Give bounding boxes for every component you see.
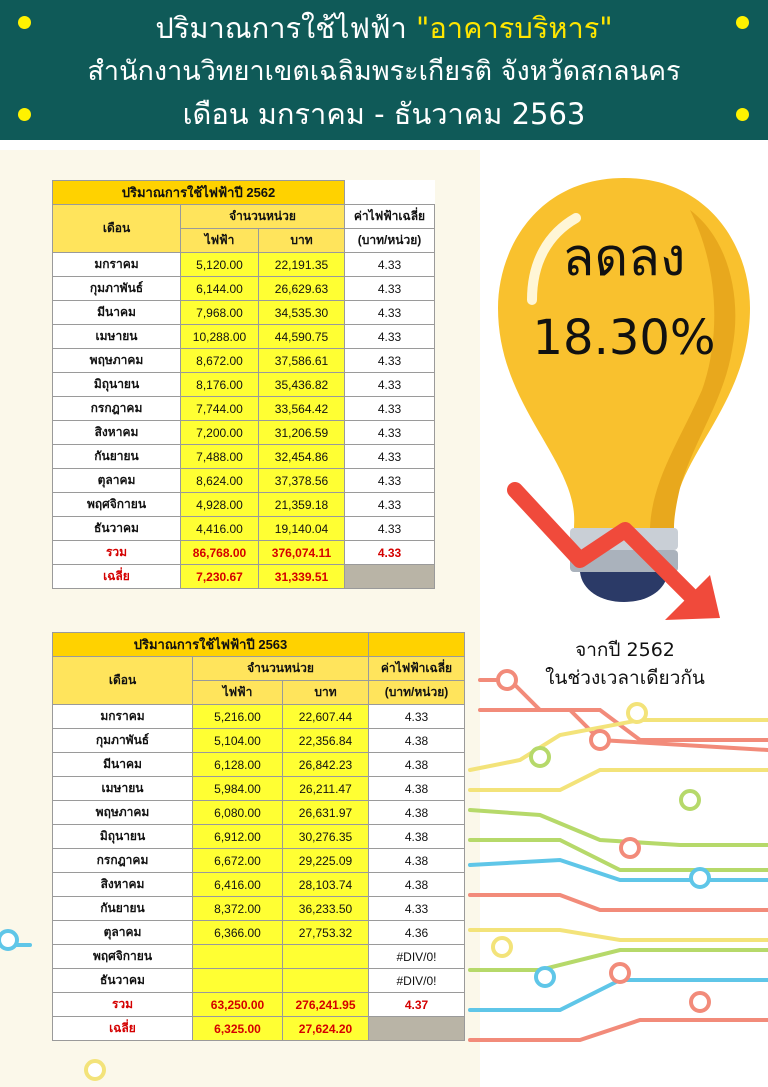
comparison-note-line-2: ในช่วงเวลาเดียวกัน bbox=[545, 667, 705, 689]
cell-kwh: 7,968.00 bbox=[181, 301, 259, 325]
cell-month: เมษายน bbox=[53, 777, 193, 801]
usage-table-2563 bbox=[52, 632, 465, 1041]
column-header-baht: บาท bbox=[259, 229, 345, 253]
cell-rate: 4.33 bbox=[345, 421, 435, 445]
usage-table-2562 bbox=[52, 180, 435, 589]
table-row bbox=[53, 253, 435, 277]
cell-baht: 31,206.59 bbox=[259, 421, 345, 445]
column-header-avg-rate: ค่าไฟฟ้าเฉลี่ย bbox=[369, 657, 465, 681]
cell-rate: 4.33 bbox=[345, 445, 435, 469]
table-row bbox=[53, 921, 465, 945]
cell-month: มิถุนายน bbox=[53, 825, 193, 849]
title-line-1 bbox=[0, 8, 768, 48]
average-label: เฉลี่ย bbox=[53, 565, 181, 589]
table-row bbox=[53, 301, 435, 325]
column-header-units: จำนวนหน่วย bbox=[193, 657, 369, 681]
title-highlight: "อาคารบริหาร" bbox=[416, 11, 613, 45]
cell-month: ตุลาคม bbox=[53, 921, 193, 945]
cell-month: กรกฎาคม bbox=[53, 849, 193, 873]
average-row bbox=[53, 1017, 465, 1041]
cell-kwh: 5,984.00 bbox=[193, 777, 283, 801]
cell-baht: 33,564.42 bbox=[259, 397, 345, 421]
cell-month: มกราคม bbox=[53, 253, 181, 277]
cell-kwh: 5,120.00 bbox=[181, 253, 259, 277]
cell-rate: 4.38 bbox=[369, 777, 465, 801]
cell-month: พฤศจิกายน bbox=[53, 493, 181, 517]
table-2563-sheet bbox=[52, 632, 465, 1041]
cell-month: กันยายน bbox=[53, 897, 193, 921]
cell-kwh: 6,128.00 bbox=[193, 753, 283, 777]
cell-baht: 26,629.63 bbox=[259, 277, 345, 301]
column-header-month: เดือน bbox=[53, 657, 193, 705]
table-row bbox=[53, 517, 435, 541]
table-row bbox=[53, 705, 465, 729]
cell-kwh: 8,372.00 bbox=[193, 897, 283, 921]
cell-month: มีนาคม bbox=[53, 301, 181, 325]
cell-rate: #DIV/0! bbox=[369, 969, 465, 993]
cell-rate: 4.33 bbox=[345, 301, 435, 325]
cell-rate: 4.33 bbox=[345, 277, 435, 301]
cell-rate: 4.33 bbox=[345, 469, 435, 493]
title-line-3: เดือน มกราคม - ธันวาคม 2563 bbox=[182, 97, 586, 131]
average-row bbox=[53, 565, 435, 589]
cell-rate: 4.36 bbox=[369, 921, 465, 945]
cell-month: กันยายน bbox=[53, 445, 181, 469]
average-kwh: 7,230.67 bbox=[181, 565, 259, 589]
cell-rate: 4.38 bbox=[369, 849, 465, 873]
average-baht: 27,624.20 bbox=[283, 1017, 369, 1041]
cell-kwh: 10,288.00 bbox=[181, 325, 259, 349]
cell-baht: 29,225.09 bbox=[283, 849, 369, 873]
table-row bbox=[53, 801, 465, 825]
table-row bbox=[53, 445, 435, 469]
average-rate-empty bbox=[345, 565, 435, 589]
column-header-kwh: ไฟฟ้า bbox=[181, 229, 259, 253]
cell-kwh: 4,928.00 bbox=[181, 493, 259, 517]
total-row bbox=[53, 993, 465, 1017]
table-row bbox=[53, 969, 465, 993]
table-row bbox=[53, 373, 435, 397]
table-row bbox=[53, 753, 465, 777]
column-header-avg-rate: ค่าไฟฟ้าเฉลี่ย bbox=[345, 205, 435, 229]
average-rate-empty bbox=[369, 1017, 465, 1041]
cell-month: กุมภาพันธ์ bbox=[53, 729, 193, 753]
column-header-rate-unit: (บาท/หน่วย) bbox=[345, 229, 435, 253]
cell-kwh: 7,744.00 bbox=[181, 397, 259, 421]
total-baht: 376,074.11 bbox=[259, 541, 345, 565]
table-row bbox=[53, 469, 435, 493]
table-row bbox=[53, 397, 435, 421]
table-title: ปริมาณการใช้ไฟฟ้าปี 2562 bbox=[53, 181, 345, 205]
cell-kwh: 8,176.00 bbox=[181, 373, 259, 397]
cell-baht: 37,378.56 bbox=[259, 469, 345, 493]
cell-rate: 4.33 bbox=[345, 397, 435, 421]
table-row bbox=[53, 493, 435, 517]
table-row bbox=[53, 777, 465, 801]
table-row bbox=[53, 825, 465, 849]
total-baht: 276,241.95 bbox=[283, 993, 369, 1017]
table-row bbox=[53, 729, 465, 753]
decrease-percent: 18.30% bbox=[532, 310, 716, 366]
cell-month: กรกฎาคม bbox=[53, 397, 181, 421]
total-rate: 4.37 bbox=[369, 993, 465, 1017]
table-title: ปริมาณการใช้ไฟฟ้าปี 2563 bbox=[53, 633, 369, 657]
cell-month: ตุลาคม bbox=[53, 469, 181, 493]
cell-month: กุมภาพันธ์ bbox=[53, 277, 181, 301]
cell-rate: 4.33 bbox=[345, 493, 435, 517]
cell-rate: 4.33 bbox=[345, 325, 435, 349]
cell-month: เมษายน bbox=[53, 325, 181, 349]
total-kwh: 63,250.00 bbox=[193, 993, 283, 1017]
cell-month: สิงหาคม bbox=[53, 873, 193, 897]
cell-rate: #DIV/0! bbox=[369, 945, 465, 969]
cell-rate: 4.33 bbox=[369, 705, 465, 729]
comparison-note-line-1: จากปี 2562 bbox=[575, 639, 675, 661]
cell-baht: 27,753.32 bbox=[283, 921, 369, 945]
title-line-2: สำนักงานวิทยาเขตเฉลิมพระเกียรติ จังหวัดสกลนคร bbox=[87, 56, 681, 87]
column-header-rate-unit: (บาท/หน่วย) bbox=[369, 681, 465, 705]
cell-kwh: 6,672.00 bbox=[193, 849, 283, 873]
cell-baht: 32,454.86 bbox=[259, 445, 345, 469]
cell-kwh: 6,144.00 bbox=[181, 277, 259, 301]
cell-baht bbox=[283, 945, 369, 969]
cell-baht bbox=[283, 969, 369, 993]
cell-baht: 26,631.97 bbox=[283, 801, 369, 825]
cell-month: พฤษภาคม bbox=[53, 349, 181, 373]
column-header-units: จำนวนหน่วย bbox=[181, 205, 345, 229]
cell-baht: 37,586.61 bbox=[259, 349, 345, 373]
cell-kwh bbox=[193, 945, 283, 969]
total-rate: 4.33 bbox=[345, 541, 435, 565]
cell-baht: 28,103.74 bbox=[283, 873, 369, 897]
table-row bbox=[53, 897, 465, 921]
cell-baht: 36,233.50 bbox=[283, 897, 369, 921]
cell-rate: 4.38 bbox=[369, 729, 465, 753]
cell-month: มิถุนายน bbox=[53, 373, 181, 397]
cell-kwh bbox=[193, 969, 283, 993]
cell-baht: 22,191.35 bbox=[259, 253, 345, 277]
table-row bbox=[53, 349, 435, 373]
cell-kwh: 5,104.00 bbox=[193, 729, 283, 753]
cell-baht: 30,276.35 bbox=[283, 825, 369, 849]
total-label: รวม bbox=[53, 541, 181, 565]
cell-kwh: 7,200.00 bbox=[181, 421, 259, 445]
cell-kwh: 7,488.00 bbox=[181, 445, 259, 469]
title-prefix: ปริมาณการใช้ไฟฟ้า bbox=[155, 11, 417, 45]
table-row bbox=[53, 325, 435, 349]
cell-kwh: 4,416.00 bbox=[181, 517, 259, 541]
cell-baht: 22,356.84 bbox=[283, 729, 369, 753]
cell-baht: 44,590.75 bbox=[259, 325, 345, 349]
cell-kwh: 6,366.00 bbox=[193, 921, 283, 945]
column-header-month: เดือน bbox=[53, 205, 181, 253]
header-banner bbox=[0, 0, 768, 140]
cell-month: พฤษภาคม bbox=[53, 801, 193, 825]
cell-month: ธันวาคม bbox=[53, 517, 181, 541]
cell-baht: 26,211.47 bbox=[283, 777, 369, 801]
cell-rate: 4.33 bbox=[369, 897, 465, 921]
decrease-word: ลดลง bbox=[562, 228, 686, 288]
cell-kwh: 6,416.00 bbox=[193, 873, 283, 897]
average-kwh: 6,325.00 bbox=[193, 1017, 283, 1041]
column-header-baht: บาท bbox=[283, 681, 369, 705]
cell-baht: 22,607.44 bbox=[283, 705, 369, 729]
total-label: รวม bbox=[53, 993, 193, 1017]
cell-baht: 19,140.04 bbox=[259, 517, 345, 541]
cell-month: มีนาคม bbox=[53, 753, 193, 777]
table-row bbox=[53, 873, 465, 897]
cell-rate: 4.33 bbox=[345, 253, 435, 277]
cell-rate: 4.33 bbox=[345, 517, 435, 541]
cell-baht: 21,359.18 bbox=[259, 493, 345, 517]
average-baht: 31,339.51 bbox=[259, 565, 345, 589]
cell-rate: 4.38 bbox=[369, 753, 465, 777]
cell-rate: 4.38 bbox=[369, 873, 465, 897]
cell-kwh: 5,216.00 bbox=[193, 705, 283, 729]
cell-month: พฤศจิกายน bbox=[53, 945, 193, 969]
trend-down-arrow-icon bbox=[505, 470, 730, 630]
table-2562-sheet bbox=[52, 180, 435, 589]
cell-kwh: 6,080.00 bbox=[193, 801, 283, 825]
cell-baht: 35,436.82 bbox=[259, 373, 345, 397]
table-row bbox=[53, 849, 465, 873]
cell-month: ธันวาคม bbox=[53, 969, 193, 993]
cell-rate: 4.38 bbox=[369, 825, 465, 849]
cell-kwh: 6,912.00 bbox=[193, 825, 283, 849]
table-row bbox=[53, 421, 435, 445]
total-kwh: 86,768.00 bbox=[181, 541, 259, 565]
cell-baht: 26,842.23 bbox=[283, 753, 369, 777]
cell-baht: 34,535.30 bbox=[259, 301, 345, 325]
cell-month: สิงหาคม bbox=[53, 421, 181, 445]
table-row bbox=[53, 945, 465, 969]
cell-rate: 4.33 bbox=[345, 373, 435, 397]
cell-rate: 4.38 bbox=[369, 801, 465, 825]
table-row bbox=[53, 277, 435, 301]
total-row bbox=[53, 541, 435, 565]
average-label: เฉลี่ย bbox=[53, 1017, 193, 1041]
cell-kwh: 8,624.00 bbox=[181, 469, 259, 493]
cell-kwh: 8,672.00 bbox=[181, 349, 259, 373]
cell-month: มกราคม bbox=[53, 705, 193, 729]
column-header-kwh: ไฟฟ้า bbox=[193, 681, 283, 705]
cell-rate: 4.33 bbox=[345, 349, 435, 373]
